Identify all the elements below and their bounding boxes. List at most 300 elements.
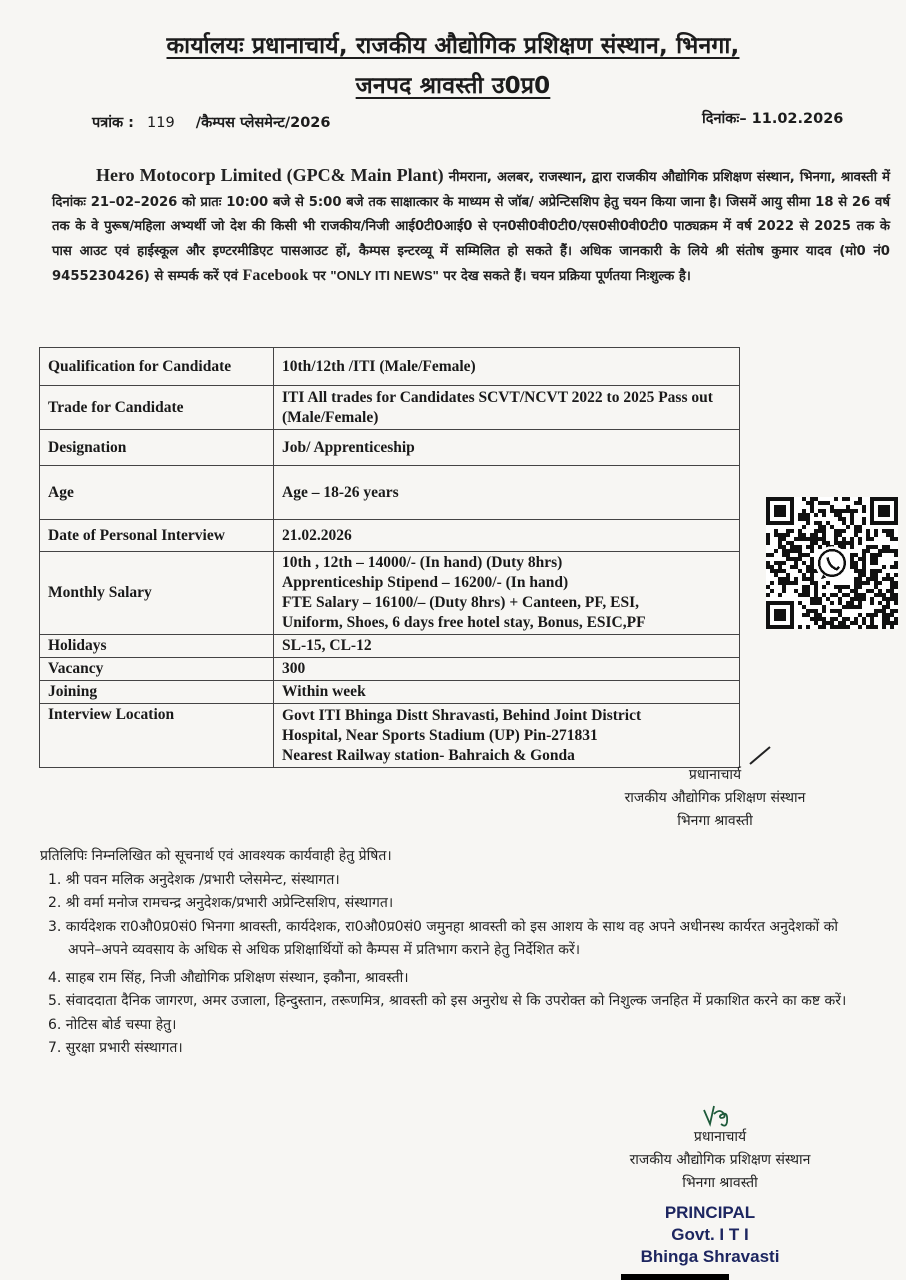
row-value: 300 xyxy=(274,658,740,681)
qr-module xyxy=(798,601,802,605)
qr-module xyxy=(810,545,814,549)
qr-module xyxy=(866,545,870,549)
qr-module xyxy=(806,553,810,557)
qr-module xyxy=(894,601,898,605)
qr-module xyxy=(882,613,886,617)
qr-module xyxy=(818,617,822,621)
qr-module xyxy=(870,561,874,565)
qr-module xyxy=(838,585,842,589)
qr-module xyxy=(874,585,878,589)
qr-module xyxy=(858,585,862,589)
qr-module xyxy=(862,565,866,569)
qr-module xyxy=(814,521,818,525)
qr-module xyxy=(846,625,850,629)
qr-module xyxy=(786,533,790,537)
whatsapp-qr-code-icon[interactable] xyxy=(766,490,898,636)
qr-module xyxy=(894,549,898,553)
qr-module xyxy=(814,617,818,621)
qr-module xyxy=(818,625,822,629)
qr-module xyxy=(874,529,878,533)
qr-module xyxy=(858,537,862,541)
qr-module xyxy=(858,497,862,501)
qr-module xyxy=(802,613,806,617)
row-label: Monthly Salary xyxy=(40,552,274,635)
qr-module xyxy=(894,609,898,613)
qr-module xyxy=(818,521,822,525)
qr-module xyxy=(890,597,894,601)
qr-module xyxy=(810,573,814,577)
qr-module xyxy=(834,513,838,517)
qr-module xyxy=(850,537,854,541)
qr-module xyxy=(814,613,818,617)
qr-module xyxy=(850,541,854,545)
row-value: Age – 18-26 years xyxy=(274,466,740,520)
copy-to-item: 2. श्री वर्मा मनोज रामचन्द्र अनुदेशक/प्रभारी अप्रेन्टिसशिप, संस्थागत। xyxy=(48,895,394,911)
qr-module xyxy=(862,597,866,601)
qr-module xyxy=(814,597,818,601)
qr-module xyxy=(802,497,806,501)
location-line: Hospital, Near Sports Stadium (UP) Pin-271831 xyxy=(282,726,598,744)
qr-module xyxy=(854,529,858,533)
qr-module xyxy=(862,569,866,573)
qr-module xyxy=(810,569,814,573)
qr-module xyxy=(882,597,886,601)
qr-module xyxy=(826,621,830,625)
qr-module xyxy=(862,617,866,621)
qr-module xyxy=(850,513,854,517)
qr-module xyxy=(818,597,822,601)
qr-module xyxy=(806,625,810,629)
qr-module xyxy=(806,501,810,505)
copy-to-section xyxy=(40,845,890,1061)
qr-module xyxy=(810,501,814,505)
qr-module xyxy=(874,533,878,537)
qr-module xyxy=(894,581,898,585)
qr-module xyxy=(778,569,782,573)
qr-module xyxy=(802,589,806,593)
qr-module xyxy=(782,581,786,585)
qr-module xyxy=(830,621,834,625)
qr-module xyxy=(802,537,806,541)
qr-module xyxy=(842,509,846,513)
salary-line: Apprenticeship Stipend – 16200/- (In hand) xyxy=(282,574,569,591)
qr-module xyxy=(810,549,814,553)
qr-module xyxy=(890,625,894,629)
qr-module xyxy=(894,553,898,557)
qr-module xyxy=(794,549,798,553)
table-row xyxy=(40,635,740,658)
qr-module xyxy=(822,609,826,613)
signature-block-top xyxy=(565,764,865,833)
qr-module xyxy=(870,625,874,629)
qr-module xyxy=(850,545,854,549)
qr-module xyxy=(830,593,834,597)
facebook-label: Facebook xyxy=(242,267,309,284)
qr-module xyxy=(826,501,830,505)
qr-module xyxy=(886,605,890,609)
qr-module xyxy=(850,557,854,561)
signatory-title: प्रधानाचार्य xyxy=(693,1129,747,1145)
qr-module xyxy=(834,541,838,545)
qr-module xyxy=(882,621,886,625)
qr-module xyxy=(838,613,842,617)
qr-module xyxy=(802,517,806,521)
qr-module xyxy=(822,605,826,609)
qr-module xyxy=(818,545,822,549)
qr-module xyxy=(846,497,850,501)
qr-module xyxy=(782,553,786,557)
qr-module xyxy=(770,553,774,557)
qr-module xyxy=(838,529,842,533)
qr-module xyxy=(778,533,782,537)
qr-module xyxy=(830,601,834,605)
qr-module xyxy=(810,565,814,569)
qr-module xyxy=(802,561,806,565)
copy-to-item: 3. कार्यदेशक रा0औ0प्र0सं0 भिनगा श्रावस्ती, कार्यदेशक, रा0औ0प्र0सं0 जमुनहा श्रावस्ती को इस आशय के साथ वह अपने अधीनस्थ कार्यरत अनुदेशकों को अपने–अपने व्यवसाय के अधिक से अधिक प्रशिक्षार्थियों को कैम्पस में प्रतिभाग कराने हेतु निर्देशित करें। xyxy=(48,918,839,958)
qr-module xyxy=(806,613,810,617)
qr-module xyxy=(822,529,826,533)
qr-module xyxy=(854,561,858,565)
qr-module xyxy=(886,613,890,617)
qr-module xyxy=(870,613,874,617)
qr-module xyxy=(874,545,878,549)
qr-module xyxy=(842,617,846,621)
qr-module xyxy=(810,505,814,509)
row-label: Interview Location xyxy=(40,704,274,768)
qr-module xyxy=(790,565,794,569)
qr-module xyxy=(798,557,802,561)
qr-module xyxy=(866,589,870,593)
qr-module xyxy=(802,509,806,513)
qr-module xyxy=(878,569,882,573)
qr-module xyxy=(858,557,862,561)
qr-module xyxy=(854,533,858,537)
qr-module xyxy=(862,553,866,557)
qr-module xyxy=(838,597,842,601)
qr-module xyxy=(834,609,838,613)
qr-module xyxy=(770,569,774,573)
qr-module xyxy=(794,581,798,585)
qr-module xyxy=(858,577,862,581)
qr-module xyxy=(850,601,854,605)
qr-module xyxy=(798,517,802,521)
qr-module xyxy=(894,597,898,601)
qr-module xyxy=(886,545,890,549)
table-row xyxy=(40,348,740,386)
qr-module xyxy=(862,557,866,561)
qr-module xyxy=(870,589,874,593)
qr-module xyxy=(886,549,890,553)
qr-module xyxy=(806,585,810,589)
qr-module xyxy=(874,613,878,617)
qr-module xyxy=(854,569,858,573)
signature-block-bottom xyxy=(570,1126,870,1195)
qr-module xyxy=(886,529,890,533)
qr-module xyxy=(890,609,894,613)
qr-module xyxy=(786,541,790,545)
qr-module xyxy=(878,553,882,557)
qr-module xyxy=(814,609,818,613)
qr-module xyxy=(894,585,898,589)
qr-module xyxy=(886,597,890,601)
qr-module xyxy=(834,625,838,629)
qr-module xyxy=(858,529,862,533)
qr-module xyxy=(822,541,826,545)
qr-module xyxy=(830,617,834,621)
qr-module xyxy=(878,549,882,553)
table-row xyxy=(40,386,740,430)
office-title-line-2: जनपद श्रावस्ती उ0प्र0 xyxy=(355,73,551,99)
row-label: Holidays xyxy=(40,635,274,658)
qr-module xyxy=(862,505,866,509)
qr-module xyxy=(782,577,786,581)
qr-module xyxy=(846,509,850,513)
qr-module xyxy=(870,621,874,625)
qr-module xyxy=(882,545,886,549)
qr-module xyxy=(890,549,894,553)
signatory-title: प्रधानाचार्य xyxy=(688,767,742,783)
qr-module xyxy=(806,545,810,549)
qr-module xyxy=(770,565,774,569)
qr-module xyxy=(774,573,778,577)
stamp-line: Bhinga Shravasti xyxy=(640,1247,780,1266)
qr-module xyxy=(886,601,890,605)
qr-module xyxy=(894,573,898,577)
row-label: Qualification for Candidate xyxy=(40,348,274,386)
qr-module xyxy=(802,585,806,589)
qr-module xyxy=(814,589,818,593)
qr-module xyxy=(834,533,838,537)
qr-module xyxy=(854,553,858,557)
qr-module xyxy=(874,561,878,565)
qr-module xyxy=(890,529,894,533)
qr-module xyxy=(862,549,866,553)
qr-module xyxy=(822,625,826,629)
reference-number: पत्रांक : 119 /कैम्पस प्लेसमेन्ट/2026 xyxy=(92,115,331,131)
qr-module xyxy=(810,537,814,541)
qr-module xyxy=(886,617,890,621)
qr-module xyxy=(810,617,814,621)
qr-module xyxy=(894,617,898,621)
qr-module xyxy=(854,589,858,593)
qr-module xyxy=(890,589,894,593)
qr-module xyxy=(778,541,782,545)
qr-module xyxy=(802,553,806,557)
qr-module xyxy=(766,533,770,537)
qr-module xyxy=(870,557,874,561)
qr-module xyxy=(774,549,778,553)
qr-module xyxy=(890,537,894,541)
qr-module xyxy=(790,549,794,553)
row-label: Designation xyxy=(40,430,274,466)
whatsapp-icon xyxy=(815,546,849,580)
qr-module xyxy=(834,593,838,597)
qr-module xyxy=(818,601,822,605)
qr-module xyxy=(810,557,814,561)
qr-module xyxy=(854,525,858,529)
qr-module xyxy=(806,589,810,593)
qr-module xyxy=(834,585,838,589)
qr-module xyxy=(886,621,890,625)
qr-module xyxy=(766,561,770,565)
qr-module xyxy=(786,573,790,577)
row-value: 10th/12th /ITI (Male/Female) xyxy=(274,348,740,386)
qr-module xyxy=(838,533,842,537)
qr-module xyxy=(794,537,798,541)
qr-module xyxy=(854,581,858,585)
qr-module xyxy=(822,621,826,625)
letter-date: दिनांकः– 11.02.2026 xyxy=(702,111,844,127)
row-value: SL-15, CL-12 xyxy=(274,635,740,658)
row-label: Age xyxy=(40,466,274,520)
qr-module xyxy=(782,569,786,573)
qr-module xyxy=(878,609,882,613)
qr-module xyxy=(842,521,846,525)
qr-module xyxy=(818,501,822,505)
row-value xyxy=(274,704,740,768)
qr-module xyxy=(806,517,810,521)
qr-module xyxy=(810,581,814,585)
qr-module xyxy=(830,625,834,629)
qr-module xyxy=(874,573,878,577)
qr-module xyxy=(822,585,826,589)
qr-module xyxy=(858,573,862,577)
qr-module xyxy=(854,621,858,625)
qr-module xyxy=(798,569,802,573)
qr-module xyxy=(874,609,878,613)
qr-module xyxy=(890,577,894,581)
qr-module xyxy=(870,537,874,541)
copy-to-item: 5. संवाददाता दैनिक जागरण, अमर उजाला, हिन्दुस्तान, तरूणमित्र, श्रावस्ती को इस अनुरोध से कि उपरोक्त को निशुल्क जनहित में प्रकाशित करने का कष्ट करें। xyxy=(48,993,847,1009)
qr-module xyxy=(838,625,842,629)
qr-module xyxy=(830,505,834,509)
table-row xyxy=(40,552,740,635)
qr-module xyxy=(878,581,882,585)
qr-module xyxy=(858,613,862,617)
qr-module xyxy=(882,577,886,581)
qr-module xyxy=(766,537,770,541)
qr-module xyxy=(894,593,898,597)
qr-module xyxy=(842,593,846,597)
qr-module xyxy=(774,529,778,533)
qr-module xyxy=(806,565,810,569)
qr-module xyxy=(854,597,858,601)
qr-module xyxy=(846,525,850,529)
salary-line: Uniform, Shoes, 6 days free hotel stay, Bonus, ESIC,PF xyxy=(282,614,646,631)
row-value: ITI All trades for Candidates SCVT/NCVT 2022 to 2025 Pass out (Male/Female) xyxy=(274,386,740,430)
qr-module xyxy=(810,601,814,605)
qr-module xyxy=(818,613,822,617)
table-row xyxy=(40,681,740,704)
qr-module xyxy=(882,565,886,569)
qr-module xyxy=(806,593,810,597)
qr-module xyxy=(794,565,798,569)
qr-module xyxy=(766,593,770,597)
qr-module xyxy=(850,509,854,513)
qr-module xyxy=(798,533,802,537)
qr-module xyxy=(778,581,782,585)
qr-module xyxy=(838,541,842,545)
qr-module xyxy=(806,537,810,541)
qr-module xyxy=(862,521,866,525)
qr-module xyxy=(862,517,866,521)
qr-module xyxy=(802,593,806,597)
qr-module xyxy=(798,545,802,549)
qr-module xyxy=(814,601,818,605)
qr-module xyxy=(842,625,846,629)
qr-module xyxy=(778,565,782,569)
qr-module xyxy=(846,585,850,589)
qr-module xyxy=(814,593,818,597)
qr-module xyxy=(810,609,814,613)
qr-module xyxy=(798,529,802,533)
qr-module xyxy=(858,501,862,505)
copy-to-item: 4. साहब राम सिंह, निजी औद्योगिक प्रशिक्षण संस्थान, इकौना, श्रावस्ती। xyxy=(48,969,409,986)
qr-module xyxy=(802,577,806,581)
principal-stamp xyxy=(620,1202,800,1268)
qr-module xyxy=(850,589,854,593)
qr-module xyxy=(814,529,818,533)
qr-module xyxy=(830,609,834,613)
qr-module xyxy=(894,561,898,565)
qr-module xyxy=(874,577,878,581)
qr-module xyxy=(846,601,850,605)
copy-to-item: 6. नोटिस बोर्ड चस्पा हेतु। xyxy=(48,1016,177,1033)
qr-module xyxy=(870,569,874,573)
qr-module xyxy=(838,517,842,521)
qr-module xyxy=(846,541,850,545)
qr-module xyxy=(838,621,842,625)
qr-module xyxy=(786,549,790,553)
qr-module xyxy=(814,513,818,517)
qr-module xyxy=(802,525,806,529)
qr-module xyxy=(854,593,858,597)
qr-module xyxy=(770,581,774,585)
qr-module xyxy=(882,617,886,621)
qr-module xyxy=(850,517,854,521)
qr-module xyxy=(798,537,802,541)
qr-module xyxy=(850,553,854,557)
qr-module xyxy=(882,605,886,609)
qr-module xyxy=(858,625,862,629)
qr-module xyxy=(858,525,862,529)
qr-module xyxy=(890,581,894,585)
qr-module xyxy=(878,589,882,593)
qr-module xyxy=(826,597,830,601)
location-line: Nearest Railway station- Bahraich & Gonda xyxy=(282,746,575,764)
table-row xyxy=(40,430,740,466)
salary-line: 10th , 12th – 14000/- (In hand) (Duty 8hrs) xyxy=(282,554,563,571)
qr-module xyxy=(838,513,842,517)
qr-module xyxy=(866,533,870,537)
row-value: 21.02.2026 xyxy=(274,520,740,552)
qr-module xyxy=(886,573,890,577)
qr-module xyxy=(874,557,878,561)
qr-module xyxy=(882,529,886,533)
qr-module xyxy=(810,533,814,537)
row-label: Joining xyxy=(40,681,274,704)
qr-module xyxy=(802,605,806,609)
qr-module xyxy=(866,537,870,541)
qr-module xyxy=(818,525,822,529)
qr-module xyxy=(862,561,866,565)
qr-module xyxy=(874,593,878,597)
copy-to-item: 7. सुरक्षा प्रभारी संस्थागत। xyxy=(48,1040,183,1056)
qr-module xyxy=(794,561,798,565)
qr-module xyxy=(838,589,842,593)
qr-module xyxy=(810,577,814,581)
qr-module xyxy=(766,585,770,589)
